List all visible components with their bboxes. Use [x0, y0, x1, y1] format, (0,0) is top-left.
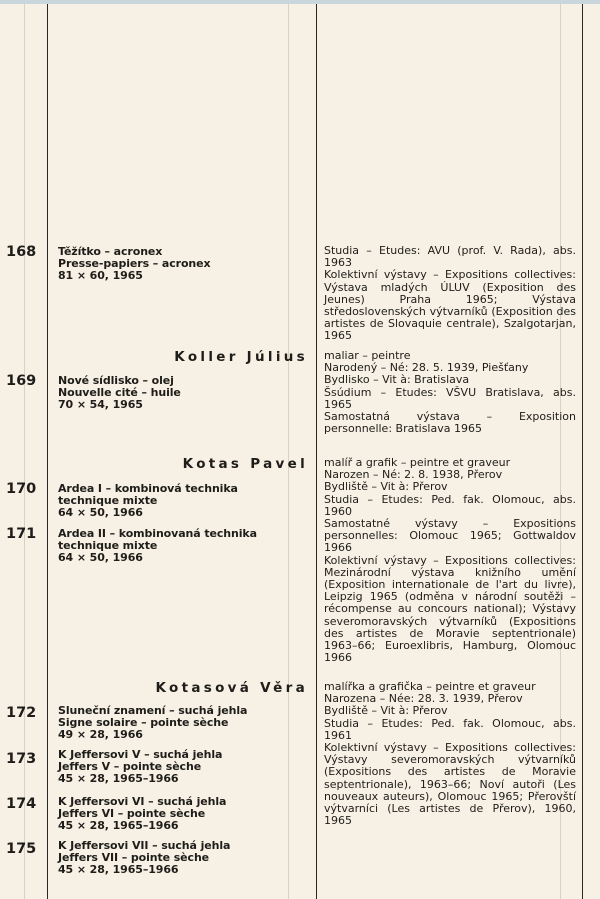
work-title-fr: technique mixte	[58, 494, 158, 507]
column-rule-number	[47, 4, 48, 899]
bio-line: Šsúdium – Etudes: VŠVU Bratislava, abs. 1965	[324, 385, 576, 411]
work-details	[58, 840, 308, 876]
bio-line: Kolektivní výstavy – Expositions collectives: Výstavy severomoravských výtvarníků (Expositions des artistes de Moravie septentrionale), 1963–66; Noví autoři (Les nouveaux auteurs), Olomouc 1965; Přerovští výtvarníci (Les artistes de Přerov), 1960, 1965	[324, 741, 576, 828]
bio-line: Narodený – Né: 28. 5. 1939, Piešťany	[324, 361, 529, 375]
work-dimensions-year: 64 × 50, 1966	[58, 506, 143, 519]
bio-line: maliar – peintre	[324, 349, 411, 362]
bio-line: Studia – Etudes: Ped. fak. Olomouc, abs. 1960	[324, 492, 576, 518]
artist-name: Kotasová Věra	[155, 680, 308, 696]
work-title-fr: technique mixte	[58, 539, 158, 552]
bio-line: malíř a grafik – peintre et graveur	[324, 456, 511, 469]
work-title-cs: K Jeffersovi VII – suchá jehla	[58, 839, 231, 852]
catalog-number: 169	[6, 373, 37, 389]
bio-line: Studia – Etudes: AVU (prof. V. Rada), abs. 1963	[324, 244, 576, 270]
work-dimensions-year: 45 × 28, 1965–1966	[58, 772, 179, 785]
bio-line: malířka a grafička – peintre et graveur	[324, 680, 536, 693]
work-dimensions-year: 45 × 28, 1965–1966	[58, 863, 179, 876]
artist-bio	[324, 681, 576, 827]
artist-bio	[324, 245, 576, 343]
catalog-number: 175	[6, 841, 37, 857]
bio-line: Narozen – Né: 2. 8. 1938, Přerov	[324, 468, 503, 482]
catalog-number: 173	[6, 751, 37, 767]
work-title-cs: Nové sídlisko – olej	[58, 374, 174, 387]
work-title-cs: Ardea II – kombinovaná technika	[58, 527, 257, 540]
work-title-fr: Jeffers VI – pointe sèche	[58, 807, 206, 820]
work-title-cs: K Jeffersovi V – suchá jehla	[58, 748, 223, 761]
work-details	[58, 705, 308, 741]
page-top-edge	[0, 0, 600, 4]
catalog-number: 171	[6, 526, 37, 542]
work-title-cs: Těžítko – acronex	[58, 245, 163, 258]
work-title-cs: K Jeffersovi VI – suchá jehla	[58, 795, 227, 808]
work-dimensions-year: 45 × 28, 1965–1966	[58, 819, 179, 832]
catalog-number: 172	[6, 705, 37, 721]
bio-line: Bydliště – Vit à: Přerov	[324, 704, 448, 718]
work-dimensions-year: 49 × 28, 1966	[58, 728, 143, 741]
work-dimensions-year: 64 × 50, 1966	[58, 551, 143, 564]
work-details	[58, 375, 308, 411]
work-title-fr: Jeffers VII – pointe sèche	[58, 851, 210, 864]
work-title-fr: Presse-papiers – acronex	[58, 257, 211, 270]
work-dimensions-year: 81 × 60, 1965	[58, 269, 143, 282]
work-details	[58, 796, 308, 832]
artist-bio	[324, 350, 576, 435]
bio-line: Bydliště – Vit à: Přerov	[324, 480, 448, 494]
artist-name: Kotas Pavel	[182, 456, 308, 472]
work-details	[58, 528, 308, 564]
work-title-fr: Signe solaire – pointe sèche	[58, 716, 229, 729]
artist-bio	[324, 457, 576, 664]
bio-line: Samostatné výstavy – Expositions personnelles: Olomouc 1965; Gottwaldov 1966	[324, 517, 576, 555]
work-details	[58, 483, 308, 519]
work-dimensions-year: 70 × 54, 1965	[58, 398, 143, 411]
column-rule-bio	[582, 4, 583, 899]
catalog-number: 170	[6, 481, 37, 497]
artist-name: Koller Július	[174, 349, 308, 365]
work-title-cs: Sluneční znamení – suchá jehla	[58, 704, 248, 717]
catalog-number: 168	[6, 244, 37, 260]
work-details	[58, 246, 308, 282]
bio-line: Studia – Etudes: Ped. fak. Olomouc, abs. 1961	[324, 716, 576, 742]
bio-line: Bydlisko – Vit à: Bratislava	[324, 373, 470, 387]
bio-line: Kolektivní výstavy – Expositions collectives: Výstava mladých ÚLUV (Exposition des Jeunes) Praha 1965; Výstava středoslovenských výtvarníků (Exposition des artistes de Slovaquie centrale), Szalgotarjan, 1965	[324, 268, 576, 343]
bio-line: Samostatná výstava – Exposition personnelle: Bratislava 1965	[324, 410, 576, 436]
work-title-cs: Ardea I – kombinová technika	[58, 482, 238, 495]
column-rule-works	[316, 4, 317, 899]
bio-line: Kolektivní výstavy – Expositions collectives: Mezinárodní výstava knižního umění (Exposition internationale de l'art du livre), Leipzig 1965 (odměna v národní soutěži – récompense au concours national); Výstavy severomoravských výtvarníků (Expositions des artistes de Moravie septentrionale) 1963–66; Euroexlibris, Hamburg, Olomouc 1966	[324, 553, 576, 665]
catalog-number: 174	[6, 796, 37, 812]
work-title-fr: Jeffers V – pointe sèche	[58, 760, 202, 773]
bio-line: Narozena – Née: 28. 3. 1939, Přerov	[324, 692, 523, 706]
work-details	[58, 749, 308, 785]
work-title-fr: Nouvelle cité – huile	[58, 386, 181, 399]
